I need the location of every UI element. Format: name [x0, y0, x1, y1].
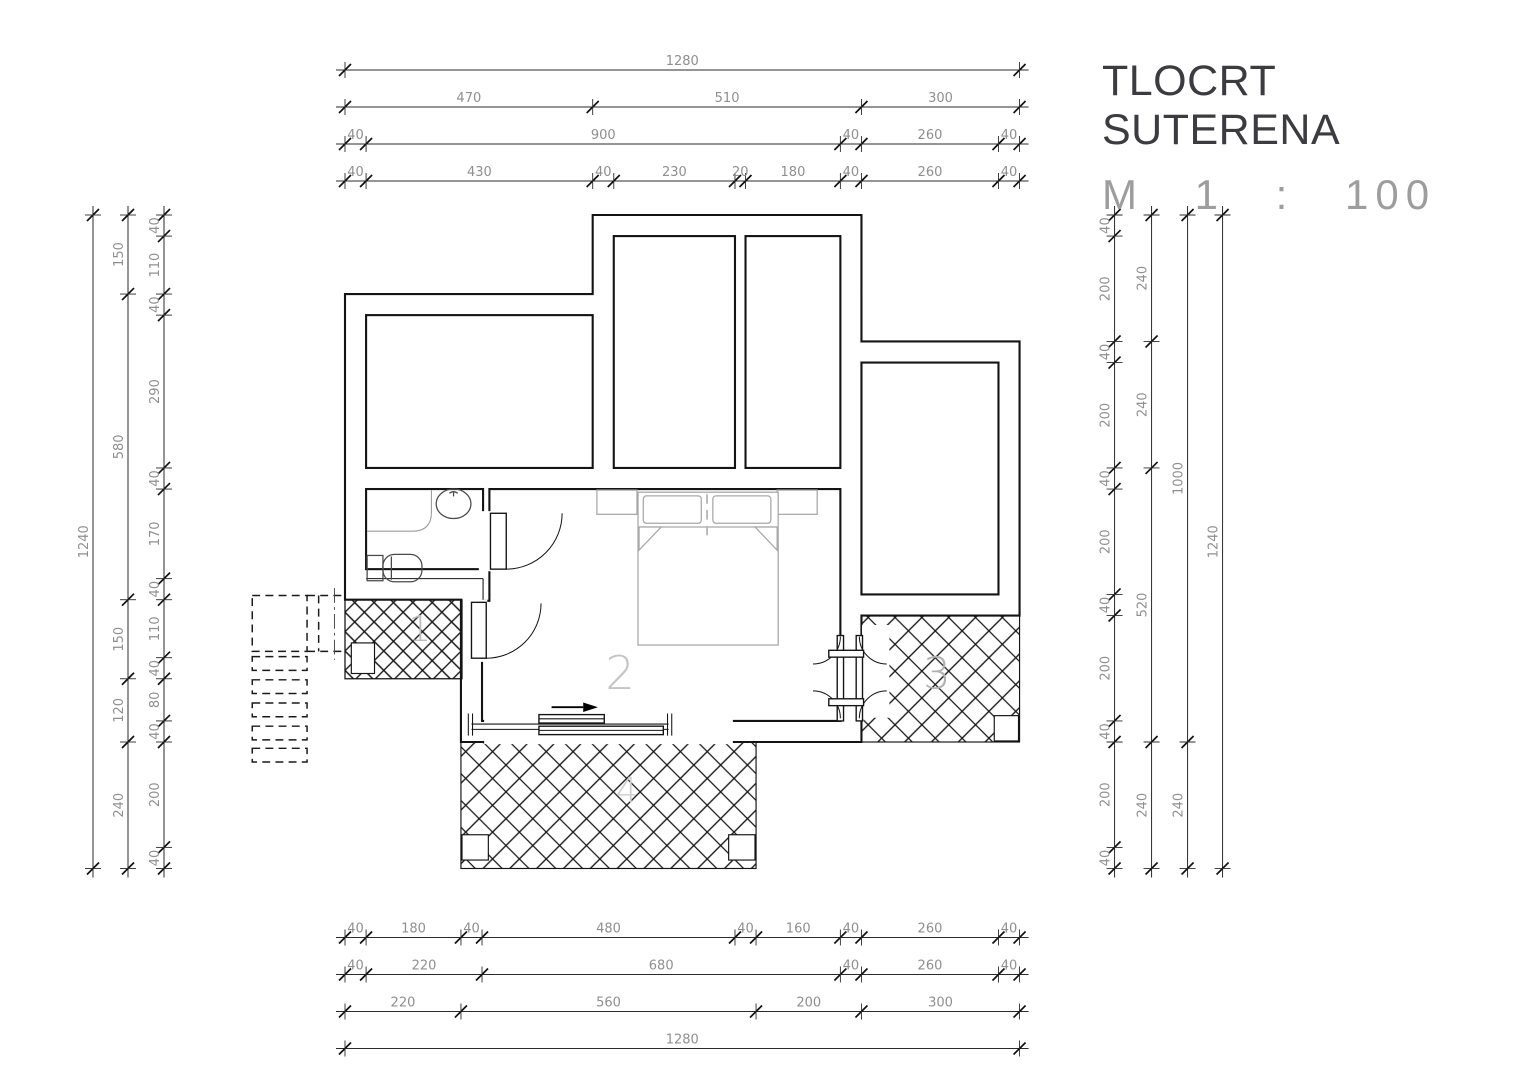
entry-step-notch — [351, 643, 374, 674]
dim-value: 40 — [842, 921, 860, 937]
dim-value: 1240 — [1206, 525, 1222, 559]
dim-chain-top-3 — [336, 128, 1029, 152]
dim-value: 180 — [780, 165, 806, 180]
dim-value: 200 — [1098, 655, 1114, 681]
dim-value: 180 — [401, 921, 426, 937]
dim-value: 40 — [148, 580, 163, 598]
dim-value: 680 — [648, 958, 674, 974]
dim-value: 110 — [148, 252, 163, 278]
dim-value: 300 — [928, 91, 953, 106]
dim-value: 1280 — [665, 54, 699, 69]
dim-value: 290 — [148, 379, 163, 404]
dim-value: 40 — [148, 296, 163, 313]
dim-chain-left-2 — [112, 206, 136, 877]
dim-value: 20 — [731, 165, 749, 180]
room-label-4: 4 — [615, 770, 639, 811]
dim-chain-top-4 — [336, 165, 1029, 189]
dim-value: 220 — [411, 958, 437, 974]
dim-chain-right-3 — [1172, 206, 1196, 877]
drawing-title: TLOCRT SUTERENA — [1102, 57, 1341, 154]
dim-value: 1240 — [77, 525, 92, 559]
dim-value: 150 — [112, 626, 127, 652]
dim-value: 470 — [456, 91, 482, 106]
dim-value: 150 — [112, 242, 127, 267]
dim-value: 40 — [1098, 596, 1114, 614]
dim-value: 40 — [594, 165, 612, 180]
dim-value: 40 — [842, 958, 860, 974]
dim-chain-right-4 — [1207, 206, 1231, 877]
dim-chain-top-2 — [336, 91, 1029, 115]
dim-value: 40 — [1000, 958, 1018, 974]
dim-value: 40 — [148, 849, 163, 867]
dim-value: 40 — [1000, 921, 1018, 937]
top-room-right — [746, 236, 841, 468]
dim-value: 480 — [596, 921, 621, 937]
dim-value: 40 — [842, 165, 860, 180]
dim-value: 40 — [1098, 723, 1114, 740]
room-label-3: 3 — [923, 649, 951, 700]
dim-value: 40 — [1098, 849, 1114, 867]
dim-chain-left-3 — [148, 206, 172, 877]
terrace-3-door-clearance — [862, 625, 889, 718]
dim-chain-right-1 — [1099, 206, 1123, 877]
dim-value: 40 — [347, 958, 364, 974]
dim-value: 260 — [917, 958, 943, 974]
dim-value: 40 — [347, 165, 364, 180]
dim-value: 200 — [796, 995, 822, 1011]
left-wing-room — [366, 315, 593, 468]
dim-chain-bottom-4 — [336, 1032, 1029, 1056]
dim-value: 160 — [785, 921, 811, 937]
title-block — [1102, 57, 1502, 219]
dim-value: 120 — [112, 697, 127, 723]
dim-value: 40 — [463, 921, 480, 937]
bathroom — [366, 489, 483, 569]
dim-value: 200 — [1098, 529, 1114, 555]
dim-value: 1280 — [665, 1032, 699, 1048]
dim-value: 40 — [1098, 343, 1114, 361]
dim-value: 900 — [590, 128, 616, 143]
dim-value: 560 — [596, 995, 621, 1011]
room-label-1: 1 — [408, 609, 432, 651]
terrace-4-hatch — [461, 742, 756, 868]
dim-value: 170 — [148, 521, 163, 547]
drawing-scale: M 1 : 100 — [1102, 171, 1437, 218]
dim-value: 240 — [1171, 792, 1187, 818]
dim-value: 260 — [917, 921, 943, 937]
dim-value: 40 — [347, 921, 364, 937]
storage-room — [861, 363, 998, 595]
dim-chain-bottom-3 — [336, 995, 1029, 1019]
dim-value: 40 — [148, 659, 163, 677]
dim-value: 80 — [148, 691, 163, 709]
dim-value: 40 — [1000, 128, 1018, 143]
dim-value: 200 — [1098, 276, 1114, 302]
terrace-3-pillar — [994, 716, 1018, 741]
dim-chain-left-1 — [77, 206, 101, 877]
top-room-left — [614, 236, 735, 468]
dim-value: 240 — [1135, 392, 1151, 418]
dim-value: 240 — [112, 792, 127, 818]
double-bed — [638, 492, 778, 645]
dim-value: 240 — [1135, 792, 1151, 818]
dim-value: 510 — [714, 91, 740, 106]
dim-chain-top-1 — [336, 54, 1029, 78]
dim-value: 200 — [1098, 402, 1114, 428]
dim-value: 260 — [917, 165, 943, 180]
dim-value: 220 — [390, 995, 416, 1011]
dim-value: 40 — [737, 921, 754, 937]
dim-value: 110 — [148, 616, 163, 642]
dim-value: 520 — [1135, 592, 1151, 618]
dim-chain-bottom-2 — [336, 958, 1029, 982]
dim-value: 230 — [661, 165, 687, 180]
exterior-stairs — [252, 588, 343, 762]
terrace-4-pillar-right — [729, 835, 755, 860]
dim-value: 40 — [1098, 470, 1114, 487]
dim-value: 580 — [112, 434, 127, 460]
dim-value: 40 — [1098, 217, 1114, 234]
dim-value: 40 — [148, 723, 163, 740]
terrace-4-pillar-left — [462, 835, 488, 860]
dim-value: 200 — [1098, 782, 1114, 808]
dim-value: 200 — [148, 782, 163, 808]
entry-area-hatch — [345, 600, 462, 679]
room-label-2: 2 — [605, 646, 635, 701]
dim-value: 240 — [1135, 265, 1151, 291]
dim-chain-right-2 — [1136, 206, 1160, 877]
dim-value: 40 — [347, 128, 364, 143]
dim-value: 430 — [466, 165, 492, 180]
dim-value: 40 — [148, 217, 163, 234]
dim-value: 1000 — [1171, 461, 1187, 496]
dim-chain-bottom-1 — [336, 921, 1029, 945]
dim-value: 40 — [1000, 165, 1018, 180]
dim-value: 260 — [917, 128, 943, 143]
dim-value: 40 — [842, 128, 860, 143]
dim-value: 40 — [148, 470, 163, 487]
dim-value: 300 — [928, 995, 953, 1011]
